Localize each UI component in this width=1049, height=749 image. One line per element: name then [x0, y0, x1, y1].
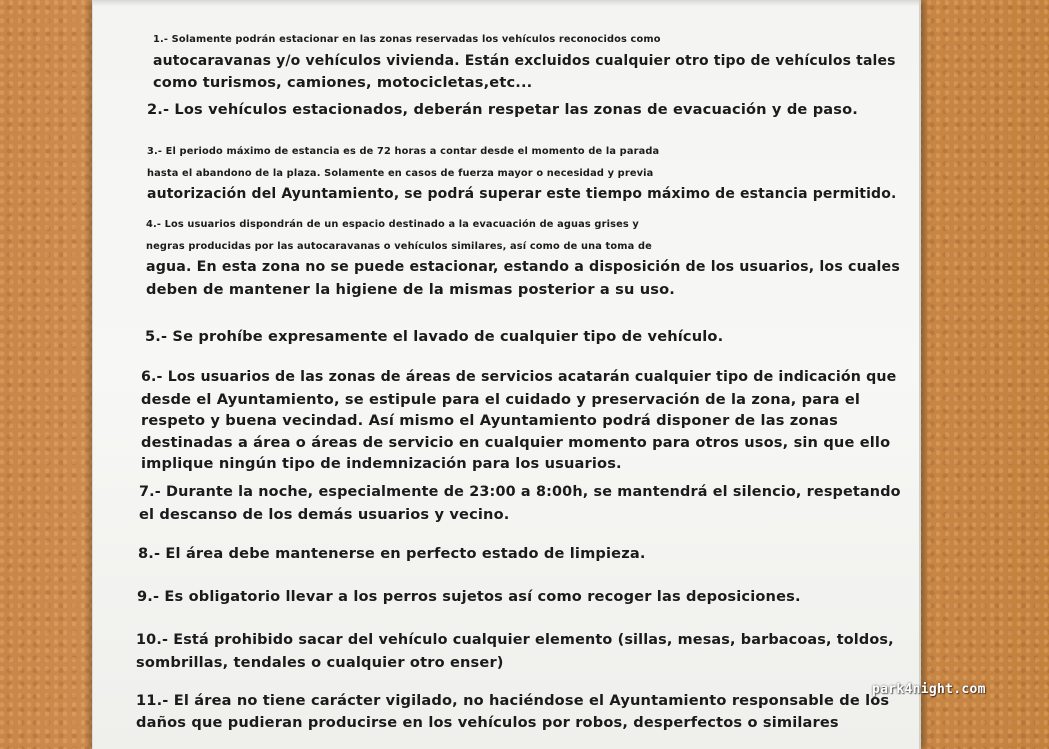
orange-wall-left: [0, 0, 92, 749]
rule-11-line-1: 11.- El área no tiene carácter vigilado, no haciéndose el Ayuntamiento responsable de los: [136, 692, 890, 709]
rule-5-line-1: 5.- Se prohíbe expresamente el lavado de cualquier tipo de vehículo.: [145, 328, 724, 345]
rule-8-line-1: 8.- El área debe mantenerse en perfecto estado de limpieza.: [138, 545, 646, 562]
rule-4-line-2: negras producidas por las autocaravanas o vehículos similares, así como de una toma de: [146, 240, 652, 252]
rule-9: [137, 586, 801, 608]
rule-7-line-1: 7.- Durante la noche, especialmente de 23:00 a 8:00h, se mantendrá el silencio, respetando: [139, 484, 901, 500]
rule-7: [139, 482, 901, 525]
rule-11-line-2: daños que pudieran producirse en los vehículos por robos, desperfectos o similares: [136, 713, 839, 731]
rule-4: [146, 214, 900, 300]
rule-3-line-1: 3.- El periodo máximo de estancia es de 72 horas a contar desde el momento de la parada: [147, 146, 660, 157]
rule-3-line-2: hasta el abandono de la plaza. Solamente en casos de fuerza mayor o necesidad y previa: [147, 167, 654, 179]
rule-10-line-1: 10.- Está prohibido sacar del vehículo cualquier elemento (sillas, mesas, barbacoas, toldos,: [136, 632, 894, 648]
rule-11: [136, 690, 889, 733]
rule-7-line-2: el descanso de los demás usuarios y vecino.: [139, 505, 510, 523]
rule-4-line-4: deben de mantener la higiene de la mismas posterior a su uso.: [146, 280, 675, 298]
rule-10-line-2: sombrillas, tendales o cualquier otro enser): [136, 653, 504, 671]
rule-6-line-1: 6.- Los usuarios de las zonas de áreas de servicios acatarán cualquier tipo de indicación que: [141, 369, 897, 385]
sign-top-edge: [93, 0, 919, 6]
rule-10: [136, 630, 894, 673]
rule-2: [147, 99, 858, 121]
rule-6-line-5: implique ningún tipo de indemnización para los usuarios.: [141, 455, 622, 472]
rule-3-line-3: autorización del Ayuntamiento, se podrá superar este tiempo máximo de estancia permitido.: [147, 186, 897, 202]
rule-5: [145, 326, 723, 348]
rule-6: [141, 367, 896, 475]
rule-1: [153, 29, 896, 94]
rule-4-line-3: agua. En esta zona no se puede estacionar, estando a disposición de los usuarios, los cuales: [146, 259, 900, 275]
rule-3: [147, 141, 896, 206]
regulations-sign: [92, 0, 921, 749]
orange-wall-right: [918, 0, 1049, 749]
rule-9-line-1: 9.- Es obligatorio llevar a los perros sujetos así como recoger las deposiciones.: [137, 588, 801, 605]
rule-8: [138, 543, 646, 565]
rule-6-line-4: destinadas a área o áreas de servicio en cualquier momento para otros usos, sin que ello: [141, 433, 891, 451]
rule-2-line-1: 2.- Los vehículos estacionados, deberán respetar las zonas de evacuación y de paso.: [147, 101, 858, 118]
rule-4-line-1: 4.- Los usuarios dispondrán de un espacio destinado a la evacuación de aguas grises y: [146, 219, 639, 230]
rule-6-line-2: desde el Ayuntamiento, se estipule para el cuidado y preservación de la zona, para el: [141, 390, 861, 408]
rule-6-line-3: respeto y buena vecindad. Así mismo el Ayuntamiento podrá disponer de las zonas: [141, 412, 838, 429]
park4night-watermark: park4night.com: [872, 682, 986, 697]
rule-1-line-2: autocaravanas y/o vehículos vivienda. Están excluidos cualquier otro tipo de vehículos tales: [153, 52, 896, 69]
rule-1-line-1: 1.- Solamente podrán estacionar en las zonas reservadas los vehículos reconocidos como: [153, 34, 661, 45]
rule-1-line-3: como turismos, camiones, motocicletas,etc...: [153, 74, 533, 91]
